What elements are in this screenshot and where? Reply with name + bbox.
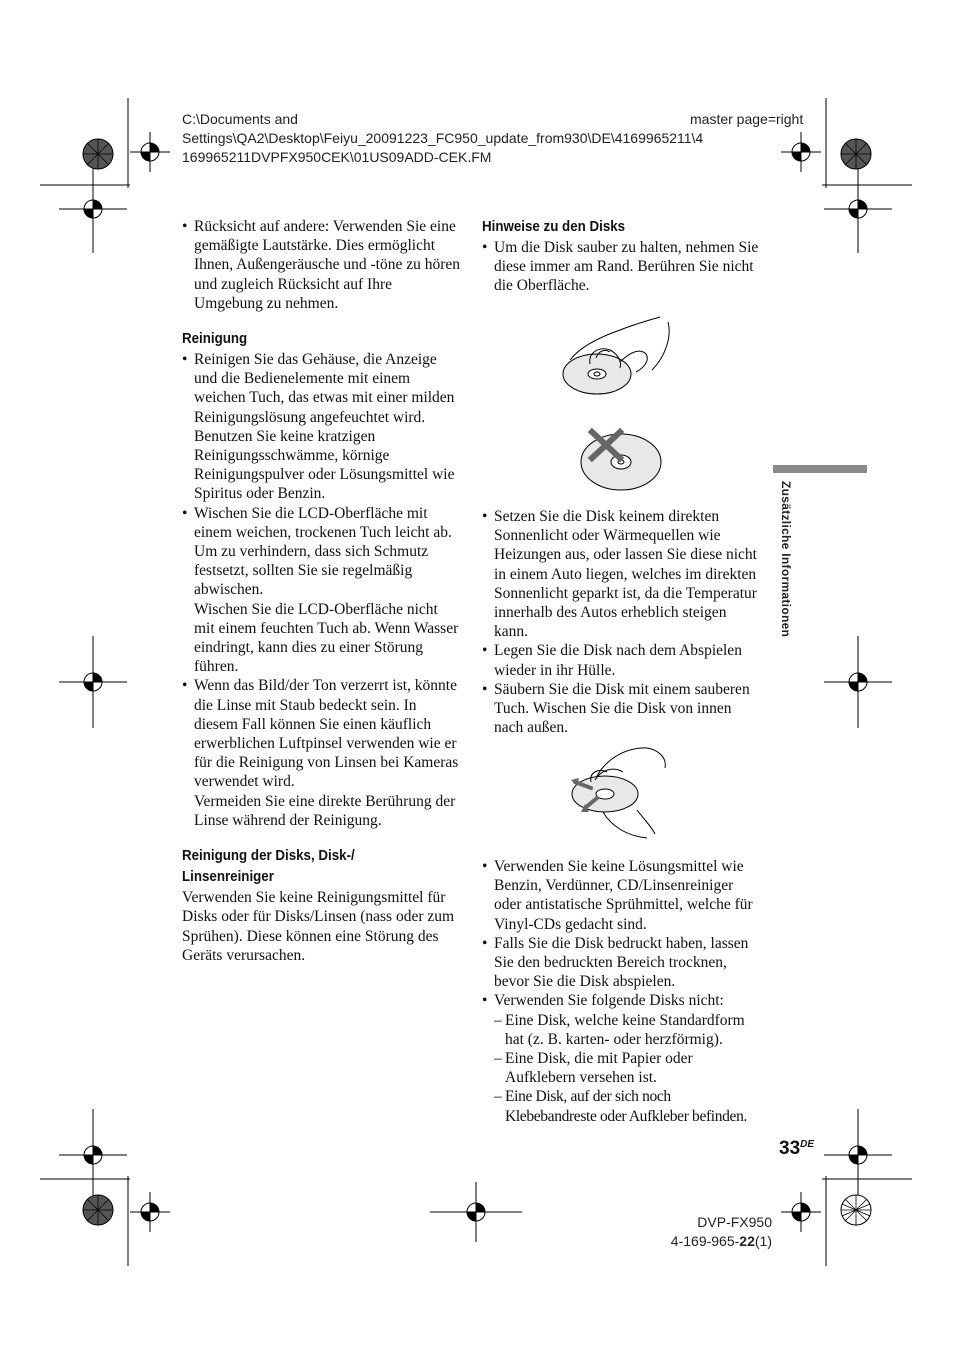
- paragraph: Verwenden Sie keine Reinigungsmittel für Disks oder für Disks/Linsen (nass oder zum Sprühen). Diese können eine Störung des Geräts verursachen.: [182, 889, 455, 964]
- list-item: • Um die Disk sauber zu halten, nehmen Sie diese immer am Rand. Berühren Sie nicht die Oberfläche.: [482, 238, 761, 296]
- page-number-suffix: DE: [800, 1139, 815, 1150]
- disk-hold-illustration: [560, 312, 682, 402]
- list-item-text: Vermeiden Sie eine direkte Berührung der Linse während der Reinigung.: [194, 792, 456, 829]
- section-tab-label: Zusätzliche Informationen: [779, 481, 793, 638]
- section-heading-disk-cleaning: Reinigung der Disks, Disk-/ Linsenreiniger: [182, 848, 355, 886]
- model-number: DVP-FX950: [697, 1214, 772, 1230]
- master-page-label: master page=right: [690, 111, 804, 127]
- right-column-bottom: [482, 857, 761, 1126]
- left-column: [182, 217, 462, 965]
- footer: [600, 1213, 772, 1251]
- right-column: [482, 217, 761, 296]
- file-path-line-3: 169965211DVPFX950CEK\01US09ADD-CEK.FM: [182, 149, 492, 165]
- list-item: • Falls Sie die Disk bedruckt haben, lassen Sie den bedruckten Bereich trocknen, bevor Sie die Disk abspielen.: [482, 934, 761, 992]
- list-item: • Legen Sie die Disk nach dem Abspielen wieder in ihr Hülle.: [482, 641, 761, 679]
- page-number: [779, 1133, 814, 1161]
- list-item-text: • Wischen Sie die LCD-Oberfläche mit einem weichen, trockenen Tuch leicht ab. Um zu verhindern, dass sich Schmutz festsetzt, sollten Sie sie regelmäßig abwischen.: [194, 504, 452, 599]
- section-heading-reinigung: Reinigung: [182, 331, 248, 348]
- section-tab-bar: [773, 465, 867, 473]
- sub-list-item: – Eine Disk, auf der sich noch Klebebandreste oder Aufkleber befinden.: [494, 1087, 761, 1125]
- list-item: [182, 504, 462, 677]
- document-code: [600, 1232, 772, 1251]
- list-item: • Rücksicht auf andere: Verwenden Sie eine gemäßigte Lautstärke. Dies ermöglicht Ihnen, Außengeräusche und -töne zu hören und zugleich Rücksicht auf Ihre Umgebung zu nehmen.: [182, 217, 462, 313]
- file-path-line-2: Settings\QA2\Desktop\Feiyu_20091223_FC950_update_from930\DE\4169965211\4: [182, 130, 704, 146]
- document-code-prefix: 4-169-965-: [670, 1233, 740, 1249]
- list-item-text: Wischen Sie die LCD-Oberfläche nicht mit einem feuchten Tuch ab. Wenn Wasser eindringt, kann dies zu einer Störung führen.: [194, 600, 459, 676]
- document-code-suffix: (1): [754, 1233, 772, 1249]
- sub-list-item: – Eine Disk, die mit Papier oder Aufklebern versehen ist.: [494, 1049, 761, 1087]
- document-code-bold: 22: [739, 1233, 755, 1249]
- list-item: • Reinigen Sie das Gehäuse, die Anzeige und die Bedienelemente mit einem weichen Tuch, das etwas mit einer milden Reinigungslösung angefeuchtet wird. Benutzen Sie keine kratzigen Reinigungsschwämme, körnige Reinigungspulver oder Lösungsmittel wie Spiritus oder Benzin.: [182, 350, 462, 504]
- sub-list-item: – Eine Disk, welche keine Standardform hat (z. B. karten- oder herzförmig).: [494, 1011, 761, 1049]
- list-item: • Säubern Sie die Disk mit einem sauberen Tuch. Wischen Sie die Disk von innen nach außen.: [482, 680, 761, 738]
- section-heading-hinweise: Hinweise zu den Disks: [482, 219, 626, 235]
- list-item-text: • Wenn das Bild/der Ton verzerrt ist, könnte die Linse mit Staub bedeckt sein. In diesem Fall können Sie einen käuflich erwerblichen Luftpinsel verwenden wie er für die Reinigung von Linsen bei Kameras verwendet wird.: [194, 677, 459, 791]
- file-path-line-1: C:\Documents and: [182, 111, 298, 127]
- list-item: [482, 991, 761, 1125]
- list-item: • Verwenden Sie keine Lösungsmittel wie Benzin, Verdünner, CD/Linsenreiniger oder antistatische Sprühmittel, welche für Vinyl-CDs gedacht sind.: [482, 857, 761, 934]
- disk-wipe-illustration: [567, 742, 671, 840]
- disk-no-touch-illustration: [578, 424, 664, 494]
- list-item: • Setzen Sie die Disk keinem direkten Sonnenlicht oder Wärmequellen wie Heizungen aus, oder lassen Sie diese nicht in einem Auto liegen, welches im direkten Sonnenlicht geparkt ist, da die Temperatur innerhalb des Autos erheblich steigen kann.: [482, 507, 761, 641]
- list-item: [182, 676, 462, 830]
- page-number-value: 33: [779, 1138, 801, 1159]
- right-column-middle: [482, 507, 761, 737]
- list-item-text: • Verwenden Sie folgende Disks nicht:: [494, 992, 724, 1010]
